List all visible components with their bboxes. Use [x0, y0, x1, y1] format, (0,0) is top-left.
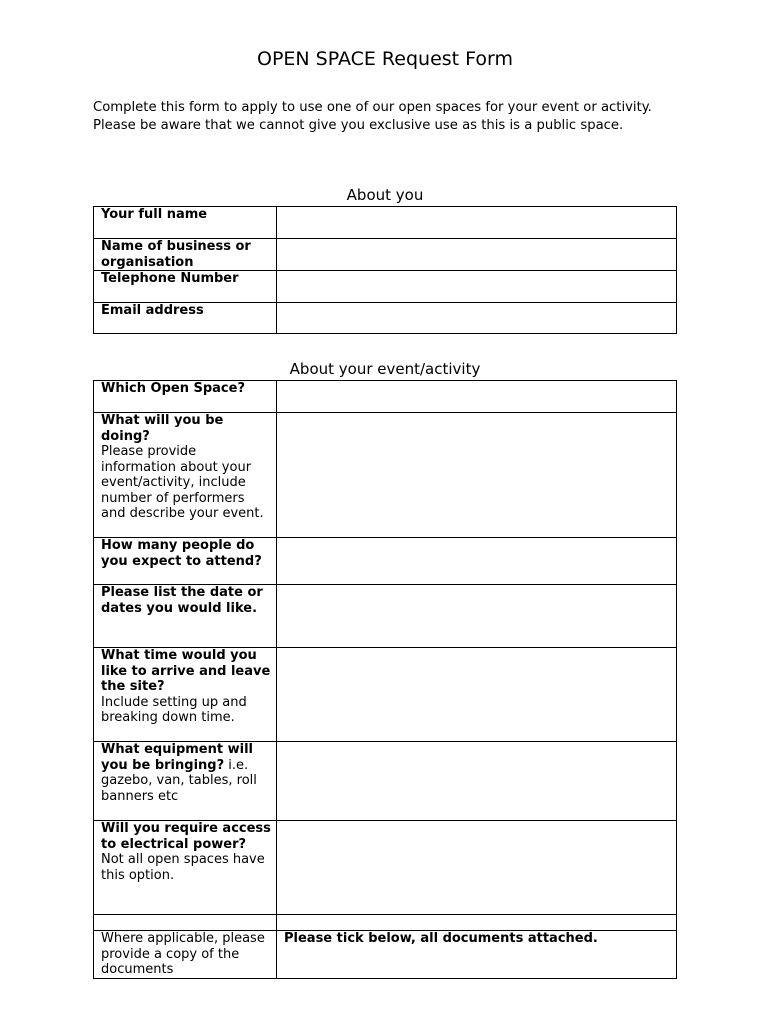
email-label: Email address — [94, 303, 277, 334]
page-title: OPEN SPACE Request Form — [256, 48, 514, 70]
table-row — [94, 207, 677, 239]
table-row — [94, 648, 677, 742]
documents-label: Where applicable, please provide a copy of the documents — [94, 931, 277, 979]
about-you-table — [93, 206, 677, 334]
table-row — [94, 303, 677, 334]
table-row — [94, 271, 677, 303]
table-row — [94, 931, 677, 979]
telephone-label: Telephone Number — [94, 271, 277, 303]
table-row — [94, 239, 677, 271]
equipment-note: i.e. gazebo, van, tables, roll banners etc — [101, 757, 257, 804]
times-label-cell — [94, 648, 277, 742]
business-name-field[interactable] — [277, 239, 677, 271]
section-heading-about-event: About your event/activity — [289, 360, 481, 378]
dates-label: Please list the date or dates you would like. — [101, 585, 263, 616]
power-field[interactable] — [277, 821, 677, 915]
attendance-label: How many people do you expect to attend? — [101, 538, 262, 569]
equipment-label: What equipment will you be bringing? — [101, 742, 253, 773]
spacer-cell — [277, 915, 677, 931]
table-row — [94, 585, 677, 648]
table-row — [94, 381, 677, 413]
attendance-field[interactable] — [277, 538, 677, 585]
table-row — [94, 821, 677, 915]
table-row — [94, 742, 677, 821]
times-note: Include setting up and breaking down time. — [101, 694, 247, 725]
table-row — [94, 413, 677, 538]
section-heading-about-you: About you — [346, 186, 424, 204]
full-name-label: Your full name — [94, 207, 277, 239]
business-name-label: Name of business or organisation — [94, 239, 277, 271]
equipment-field[interactable] — [277, 742, 677, 821]
about-event-table — [93, 380, 677, 979]
activity-label: What will you be doing? — [101, 413, 224, 444]
times-field[interactable] — [277, 648, 677, 742]
spacer-cell — [94, 915, 277, 931]
dates-label-cell — [94, 585, 277, 648]
activity-field[interactable] — [277, 413, 677, 538]
full-name-field[interactable] — [277, 207, 677, 239]
intro-text: Complete this form to apply to use one of our open spaces for your event or activity. Please be aware that we cannot give you exclusive use as this is a public space. — [93, 100, 652, 133]
activity-label-cell — [94, 413, 277, 538]
equipment-label-cell — [94, 742, 277, 821]
power-label: Will you require access to electrical power? — [101, 821, 271, 852]
email-field[interactable] — [277, 303, 677, 334]
activity-note: Please provide information about your event/activity, include number of performers and describe your event. — [101, 444, 264, 521]
open-space-label-cell — [94, 381, 277, 413]
open-space-label: Which Open Space? — [101, 381, 245, 396]
open-space-field[interactable] — [277, 381, 677, 413]
documents-instruction: Please tick below, all documents attached. — [277, 931, 677, 979]
table-row — [94, 538, 677, 585]
telephone-field[interactable] — [277, 271, 677, 303]
table-row — [94, 915, 677, 931]
attendance-label-cell — [94, 538, 277, 585]
power-label-cell — [94, 821, 277, 915]
dates-field[interactable] — [277, 585, 677, 648]
power-note: Not all open spaces have this option. — [101, 852, 265, 883]
times-label: What time would you like to arrive and leave the site? — [101, 648, 271, 694]
